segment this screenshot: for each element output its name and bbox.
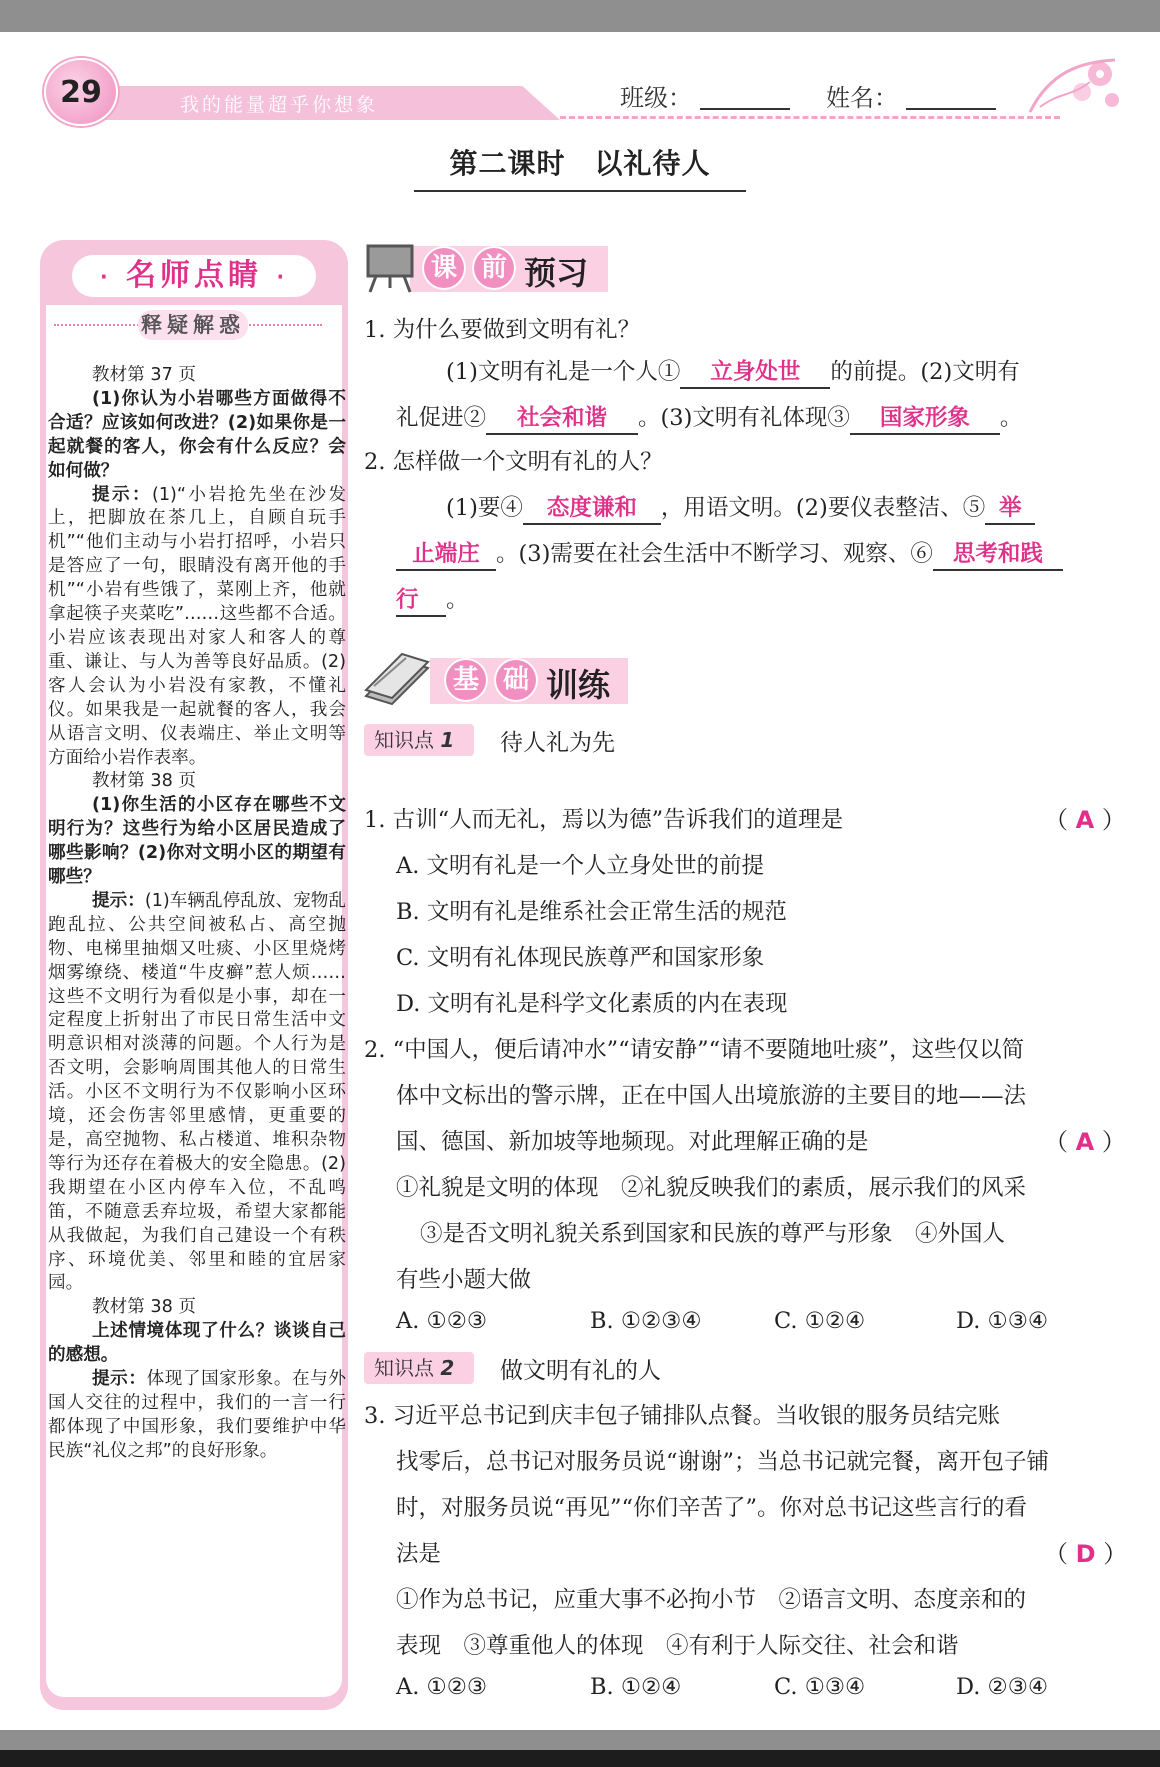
sidebar-hint: 提示：(1)“小岩抢先坐在沙发上，把脚放在茶几上，自顾自玩手机”“他们主动与小岩打招呼，小岩只是答应了一句，眼睛没有离开他的手机”“小岩有些饿了，菜刚上齐，他就拿起筷子夹菜吃”……这些都不合适。小岩应该表现出对家人和客人的尊重、谦让、与人为善等良好品质。(2)客人会认为小岩没有家教，不懂礼仪。如果我是一起就餐的客人，我会从语言文明、仪表端庄、举止文明等方面给小岩作表率。 [48,484,346,768]
q1-option-c[interactable]: C. 文明有礼体现民族尊严和国家形象 [396,945,765,971]
answer-blank-2[interactable]: 社会和谐 [486,403,638,435]
subheading-label: 释疑解惑 [138,310,248,340]
textbook-page-ref: 教材第 38 页 [92,771,196,792]
q1-option-d[interactable]: D. 文明有礼是科学文化素质的内在表现 [396,991,788,1017]
q1-option-a[interactable]: A. 文明有礼是一个人立身处世的前提 [396,853,765,879]
q2-option-c[interactable]: C. ①②④ [774,1308,866,1334]
knowledge-point-title-1: 待人礼为先 [500,730,615,756]
q2-option-b[interactable]: B. ①②③④ [590,1308,702,1334]
preview-q1: 1. 为什么要做到文明有礼？ [364,317,641,343]
bottom-bar [0,1750,1160,1767]
textbook-page-ref: 教材第 38 页 [92,1297,196,1318]
lesson-title: 第二课时 以礼待人 [449,147,711,180]
sidebar-block [48,364,346,770]
answer-blank-6a[interactable]: 思考和践 [933,539,1063,571]
name-blank[interactable] [906,108,996,110]
answer-blank-6b[interactable]: 行 [396,585,446,617]
preview-q2-line3: 行 。 [396,582,469,617]
answer-paren-3: （ D ） [1044,1540,1128,1568]
sidebar-block [48,770,346,1296]
preview-q1-line1: (1)文明有礼是一个人① 立身处世 的前提。(2)文明有 [446,354,1020,389]
answer-blank-1[interactable]: 立身处世 [680,357,830,389]
question-2-line1: 2. “中国人，便后请冲水”“请安静”“请不要随地吐痰”，这些仅以简 [364,1037,1025,1063]
name-label: 姓名： [826,84,898,112]
question-3-line1: 3. 习近平总书记到庆丰包子铺排队点餐。当收银的服务员结完账 [364,1403,1001,1429]
sidebar-hint: 提示：(1)车辆乱停乱放、宠物乱跑乱拉、公共空间被私占、高空抛物、电梯里抽烟又吐痰、小区里烧烤烟雾缭绕、楼道“牛皮癣”惹人烦……这些不文明行为看似是小事，却在一定程度上折射出了市民日常生活中文明意识相对淡薄的问题。个人行为是否文明，会影响周围其他人的日常生活。小区不文明行为不仅影响小区环境，还会伤害邻里感情，更重要的是，高空抛物、私占楼道、堆积杂物等行为还存在着极大的安全隐患。(2)我期望在小区内停车入位，不乱鸣笛，不随意丢弃垃圾，希望大家都能从我做起，为我们自己建设一个有秩序、环境优美、邻里和睦的宜居家园。 [48,890,346,1294]
answer-1: A [1075,806,1095,834]
answer-blank-3[interactable]: 国家形象 [850,403,1000,435]
q2-option-a[interactable]: A. ①②③ [396,1308,488,1334]
answer-paren-1: （ A ） [1044,806,1126,834]
textbook-page-ref: 教材第 37 页 [92,365,196,385]
question-3-line2: 找零后，总书记对服务员说“谢谢”；当总书记就完餐，离开包子铺 [396,1449,1050,1475]
workbook-page [0,32,1160,1730]
books-icon [362,646,432,706]
knowledge-point-title-2: 做文明有礼的人 [500,1358,661,1384]
q3-option-d[interactable]: D. ②③④ [956,1674,1049,1700]
preview-q2: 2. 怎样做一个文明有礼的人？ [364,449,663,475]
preview-title: 预习 [524,254,589,292]
preview-q1-line2: 礼促进② 社会和谐 。(3)文明有礼体现③ 国家形象 。 [396,400,1022,435]
question-3-line3: 时，对服务员说“再见”“你们辛苦了”。你对总书记这些言行的看 [396,1495,1028,1521]
class-blank[interactable] [700,108,790,110]
question-1-stem: 1. 古训“人而无礼，焉以为德”告诉我们的道理是 [364,807,844,833]
page-number: 29 [44,58,118,126]
lesson-title-underline [414,190,746,192]
badge-qian: 前 [472,246,516,290]
answer-blank-4[interactable]: 态度谦和 [523,493,661,525]
page-header [40,52,1125,128]
question-2-line3: 国、德国、新加坡等地频现。对此理解正确的是 [396,1129,869,1155]
preview-q2-line1: (1)要④ 态度谦和 ，用语文明。(2)要仪表整洁、⑤ 举 [446,490,1035,525]
q3-option-c[interactable]: C. ①③④ [774,1674,866,1700]
badge-ke: 课 [422,246,466,290]
badge-chu: 础 [494,658,538,702]
badge-ji: 基 [444,658,488,702]
q3-statement-line2: 表现 ③尊重他人的体现 ④有利于人际交往、社会和谐 [396,1633,959,1659]
sidebar-question: (1)你生活的小区存在哪些不文明行为？这些行为给小区居民造成了哪些影响？(2)你对文明小区的期望有哪些？ [48,795,346,888]
q2-statement-line2: ③是否文明礼貌关系到国家和民族的尊严与形象 ④外国人 [420,1221,1006,1247]
sidebar-question: 上述情境体现了什么？谈谈自己的感想。 [48,1321,346,1366]
sidebar-question: (1)你认为小岩哪些方面做得不合适？应该如何改进？(2)如果你是一起就餐的客人，你会有什么反应？会如何做？ [48,388,346,481]
sidebar-block [48,1296,346,1463]
class-label: 班级： [620,84,692,112]
q2-statement-line1: ①礼貌是文明的体现 ②礼貌反映我们的素质，展示我们的风采 [396,1175,1027,1201]
q2-option-d[interactable]: D. ①③④ [956,1308,1049,1334]
q3-option-b[interactable]: B. ①②④ [590,1674,682,1700]
q2-statement-line3: 有些小题大做 [396,1267,532,1293]
preview-q2-line2: 止端庄 。(3)需要在社会生活中不断学习、观察、⑥ 思考和践 [396,536,1063,571]
knowledge-point-tag-2: 知识点 2 [364,1352,474,1384]
question-3-line4: 法是 [396,1541,442,1567]
slogan: 我的能量超乎你想象 [180,94,379,116]
answer-blank-5b[interactable]: 止端庄 [396,539,496,571]
sidebar-text [48,364,346,1464]
sidebar-heading: · 名师点睛 · [72,255,316,297]
answer-paren-2: （ A ） [1044,1128,1126,1156]
answer-2: A [1075,1128,1095,1156]
answer-blank-5a[interactable]: 举 [985,493,1035,525]
header-dash-divider [560,116,1060,119]
knowledge-point-tag-1: 知识点 1 [364,724,474,756]
blackboard-icon [362,238,418,294]
answer-3: D [1075,1540,1096,1568]
sidebar-subheading [54,310,322,340]
flower-ornament-icon [1020,52,1125,124]
q3-statement-line1: ①作为总书记，应重大事不必拘小节 ②语言文明、态度亲和的 [396,1587,1027,1613]
practice-title: 训练 [546,666,611,704]
sidebar-hint: 提示：体现了国家形象。在与外国人交往的过程中，我们的一言一行都体现了中国形象，我们要维护中华民族“礼仪之邦”的良好形象。 [48,1369,346,1461]
question-2-line2: 体中文标出的警示牌，正在中国人出境旅游的主要目的地——法 [396,1083,1027,1109]
q1-option-b[interactable]: B. 文明有礼是维系社会正常生活的规范 [396,899,787,925]
q3-option-a[interactable]: A. ①②③ [396,1674,488,1700]
